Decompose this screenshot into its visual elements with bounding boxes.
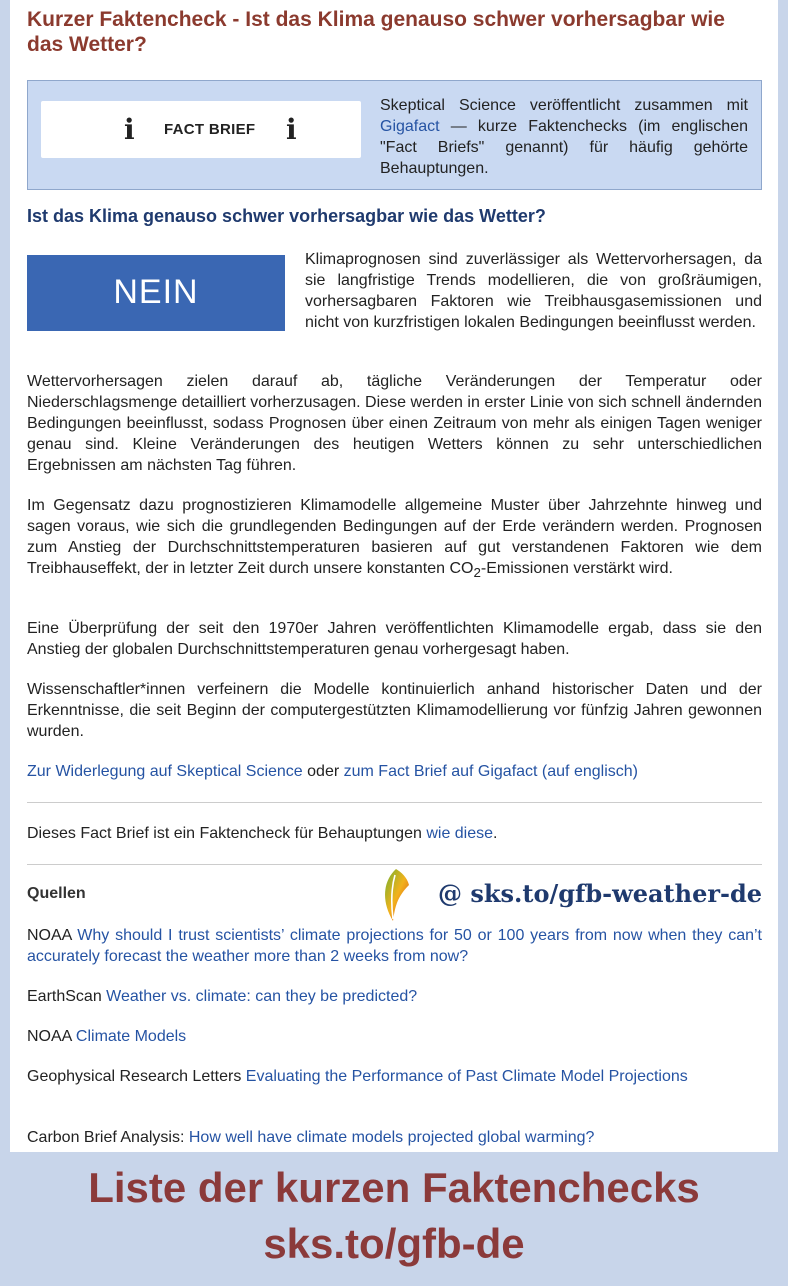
divider [27,802,762,803]
paragraph-weather: Wettervorhersagen zielen darauf ab, tägliche Veränderungen der Temperatur oder Niederschlagsmenge detailliert vorherzusagen. Diese werden in erster Linie von sich schnell ändernden Bedingungen beeinflusst, sodass Prognosen über einen Zeitraum von mehr als einigen Tagen weniger genau sind. Kleine Veränderungen des heutigen Wetters können zu sehr unterschiedlichen Ergebnissen am nächsten Tag führen. [27,373,762,474]
claims-end: . [493,825,498,842]
source-org: Geophysical Research Letters [27,1068,246,1085]
question-heading: Ist das Klima genauso schwer vorhersagbar wie das Wetter? [27,206,546,226]
footer-banner [0,1160,788,1272]
links-or: oder [302,763,344,780]
page-title: Kurzer Faktencheck - Ist das Klima genauso schwer vorhersagbar wie das Wetter? [27,8,725,56]
source-item [27,925,762,967]
fact-brief-card [10,0,778,1152]
answer-badge [27,255,285,331]
further-links [27,761,762,782]
subscript-2: 2 [473,565,481,581]
shortlink-label: @ sks.to/gfb-weather-de [438,879,763,908]
divider [27,864,762,865]
source-org: Carbon Brief Analysis: [27,1129,189,1146]
source-item [27,1026,762,1047]
source-link[interactable]: How well have climate models projected global warming? [188,1129,595,1146]
source-org: NOAA [27,927,78,944]
gigafact-link[interactable]: Gigafact [380,118,440,135]
answer-label: NEIN [113,273,199,311]
source-org: EarthScan [27,988,107,1005]
sks-leaf-logo-icon [379,867,413,923]
skeptical-science-link[interactable]: Zur Widerlegung auf Skeptical Science [27,763,303,780]
source-link[interactable]: Evaluating the Performance of Past Climate Model Projections [245,1068,688,1085]
summary-paragraph: Klimaprognosen sind zuverlässiger als Wettervorhersagen, da sie langfristige Trends modellieren, die von großräumigen, vorhersagbaren Faktoren wie Treibhausgasemissionen und nicht von kurzfristigen lokalen Bedingungen beeinflusst werden. [305,251,762,331]
source-link[interactable]: Why should I trust scientists’ climate projections for 50 or 100 years from now when they can’t accurately forecast the weather more than 2 weeks from now? [27,927,762,965]
source-org: NOAA [27,1028,76,1045]
source-item [27,1127,762,1148]
paragraph-climate-models [27,495,762,583]
source-item [27,1066,762,1087]
intro-text-end: — kurze Faktenchecks (im englischen "Fact Briefs" genannt) für häufig gehörte Behauptungen. [380,118,748,177]
intro-text-start: Skeptical Science veröffentlicht zusammen mit [380,97,748,114]
footer-url: sks.to/gfb-de [263,1220,525,1267]
intro-box [27,80,762,190]
paragraph-text: Im Gegensatz dazu prognostizieren Klimamodelle allgemeine Muster über Jahrzehnte hinweg und sagen voraus, wie sich die grundlegenden Bedingungen auf der Erde verändern werden. Prognosen zum Anstieg der Durchschnittstemperaturen basieren auf gut verstandenen Faktoren wie dem Treibhauseffekt, der in letzter Zeit durch unsere konstanten CO [27,497,762,577]
claims-line [27,823,497,844]
info-icon: i [124,113,135,146]
source-link[interactable]: Climate Models [75,1028,187,1045]
sources-heading: Quellen [27,885,86,902]
source-item [27,986,762,1007]
gigafact-fact-brief-link[interactable]: zum Fact Brief auf Gigafact (auf englisch) [343,763,638,780]
claims-link[interactable]: wie diese [426,825,494,842]
claims-text: Dieses Fact Brief ist ein Faktencheck für Behauptungen [27,825,427,842]
paragraph-text-end: -Emissionen verstärkt wird. [480,560,673,577]
source-link[interactable]: Weather vs. climate: can they be predicted? [106,988,418,1005]
footer-title: Liste der kurzen Faktenchecks [88,1164,700,1211]
fact-brief-badge [41,101,361,158]
info-icon: i [286,113,297,146]
paragraph-review: Eine Überprüfung der seit den 1970er Jahren veröffentlichten Klimamodelle ergab, dass sie den Anstieg der globalen Durchschnittstemperaturen genau vorhergesagt haben. [27,620,762,658]
intro-text [380,95,748,179]
paragraph-scientists: Wissenschaftler*innen verfeinern die Modelle kontinuierlich anhand historischer Daten und der Erkenntnisse, die seit Beginn der computergestützten Klimamodellierung vor fünfzig Jahren gewonnen wurden. [27,681,762,740]
badge-label: FACT BRIEF [164,121,256,138]
